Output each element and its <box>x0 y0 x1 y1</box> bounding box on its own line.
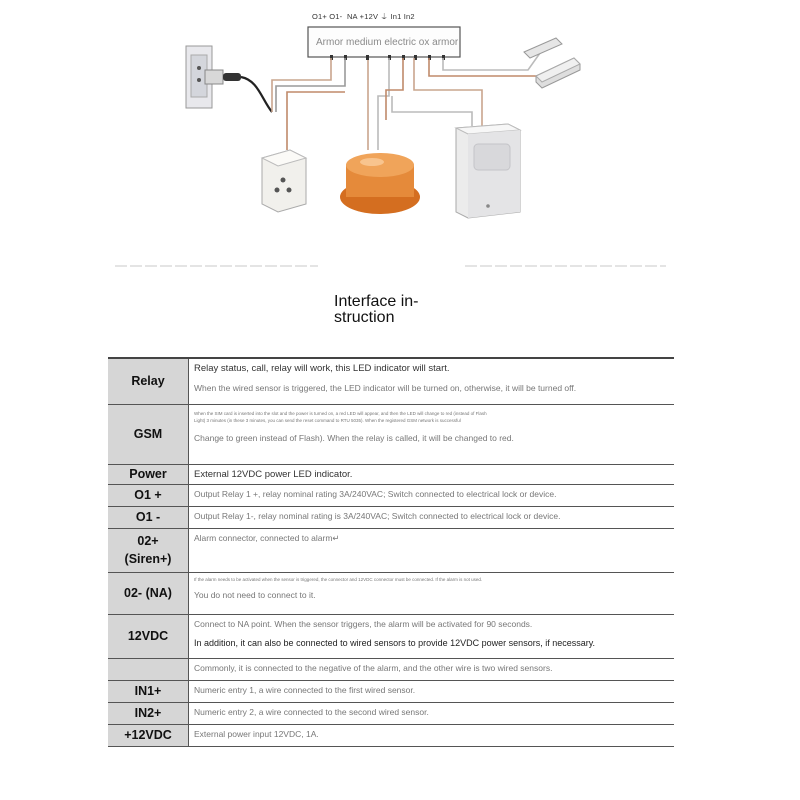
table-row <box>108 358 674 404</box>
description-line: You do not need to connect to it. <box>194 589 316 600</box>
row-description <box>189 658 675 680</box>
row-label: IN1+ <box>108 680 189 702</box>
description-line: Output Relay 1-, relay nominal rating is 3A/240VAC; Switch connected to electrical lock or device. <box>194 510 561 521</box>
table-row <box>108 528 674 572</box>
row-description <box>189 358 675 404</box>
row-description <box>189 404 675 464</box>
row-label: 12VDC <box>108 614 189 658</box>
terminal-labels: O1+ O1- NA +12V ⏚ In1 In2 <box>312 12 415 21</box>
row-description <box>189 680 675 702</box>
description-line: Change to green instead of Flash). When the relay is called, it will be changed to red. <box>194 432 514 443</box>
row-label <box>108 658 189 680</box>
strobe-siren-icon <box>340 153 420 214</box>
row-label: 02+ (Siren+) <box>108 528 189 572</box>
description-line: External 12VDC power LED indicator. <box>194 468 353 480</box>
row-description <box>189 614 675 658</box>
ac-plug-icon <box>205 70 272 112</box>
row-description <box>189 464 675 484</box>
row-label: O1 + <box>108 484 189 506</box>
table-row <box>108 484 674 506</box>
row-description <box>189 528 675 572</box>
description-line: Alarm connector, connected to alarm↵ <box>194 532 340 543</box>
description-line: Numeric entry 2, a wire connected to the second wired sensor. <box>194 706 429 717</box>
table-row <box>108 404 674 464</box>
table-row <box>108 614 674 658</box>
pir-sensor-icon <box>456 124 520 218</box>
description-line: Numeric entry 1, a wire connected to the first wired sensor. <box>194 684 416 695</box>
row-label: O1 - <box>108 506 189 528</box>
row-label: 02- (NA) <box>108 572 189 614</box>
row-description <box>189 724 675 746</box>
row-description <box>189 484 675 506</box>
power-socket-icon <box>262 150 306 212</box>
row-label: Power <box>108 464 189 484</box>
section-title <box>334 294 444 326</box>
description-line: If the alarm needs to be activated when the sensor is triggered, the connector and 12VDC connector must be connected. If the alarm is not used. <box>194 576 483 582</box>
table-row <box>108 572 674 614</box>
table-row <box>108 724 674 746</box>
row-label: +12VDC <box>108 724 189 746</box>
row-label: IN2+ <box>108 702 189 724</box>
description-line: When the wired sensor is triggered, the LED indicator will be turned on, otherwise, it will be turned off. <box>194 383 577 393</box>
table-row <box>108 680 674 702</box>
description-line: In addition, it can also be connected to wired sensors to provide 12VDC power sensors, if necessary. <box>194 637 596 648</box>
description-line: Output Relay 1 +, relay nominal rating 3A/240VAC; Switch connected to electrical lock or device. <box>194 488 557 499</box>
description-line: Commonly, it is connected to the negative of the alarm, and the other wire is two wired sensors. <box>194 662 553 673</box>
description-line: Light) 3 minutes (in these 3 minutes, you can send the reset command to RTU 5035). When the registered GSM network is successful <box>194 417 461 423</box>
interface-table <box>108 357 674 747</box>
description-line: Connect to NA point. When the sensor triggers, the alarm will be activated for 90 seconds. <box>194 618 533 629</box>
description-line: When the SIM card is inserted into the slot and the power is turned on, a red LED will appear, and then the LED will change to red (instead of Flash <box>194 410 487 416</box>
description-line: External power input 12VDC, 1A. <box>194 728 319 739</box>
row-description <box>189 702 675 724</box>
table-row <box>108 658 674 680</box>
row-description <box>189 506 675 528</box>
row-label: Relay <box>108 358 189 404</box>
row-label: GSM <box>108 404 189 464</box>
title-text: Interface in- struction <box>334 293 419 326</box>
controller-label: Armor medium electric ox armor <box>316 37 459 48</box>
description-line: Relay status, call, relay will work, this LED indicator will start. <box>194 363 450 374</box>
table-row <box>108 702 674 724</box>
table-row <box>108 506 674 528</box>
row-description <box>189 572 675 614</box>
table-row <box>108 464 674 484</box>
